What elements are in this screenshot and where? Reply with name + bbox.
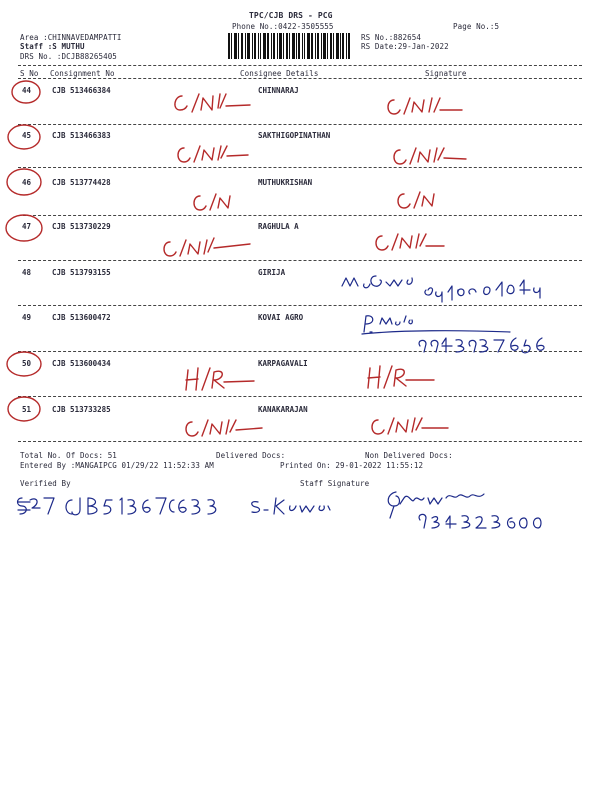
row-46-circle [7, 169, 41, 195]
row-44-circle [12, 81, 40, 103]
row-44-mark-handwriting [168, 88, 258, 118]
staff-signature-label: Staff Signature [300, 479, 370, 488]
col-details-header: Consignee Details [240, 69, 319, 78]
row-consignment: CJB 513600434 [52, 359, 111, 368]
row-47-mark-handwriting [158, 232, 258, 260]
row-sno: 45 [22, 131, 32, 140]
rs-date: RS Date:29-Jan-2022 [361, 42, 449, 51]
row-51-circle [8, 397, 40, 421]
verified-by-label: Verified By [20, 479, 71, 488]
row-50-circle [7, 352, 41, 376]
row-sno: 47 [22, 222, 32, 231]
row-consignee-name: GIRIJA [258, 268, 286, 277]
row-consignment: CJB 513733285 [52, 405, 111, 414]
row-sno: 50 [22, 359, 32, 368]
delivered-docs: Delivered Docs: [216, 451, 286, 460]
drs-number: DRS No. :DCJB88265405 [20, 52, 117, 61]
row-consignment: CJB 513466384 [52, 86, 111, 95]
row-consignee-name: KARPAGAVALI [258, 359, 308, 368]
rs-number: RS No.:882654 [361, 33, 421, 42]
total-docs: Total No. Of Docs: 51 [20, 451, 117, 460]
row-consignment: CJB 513600472 [52, 313, 111, 322]
verified-by-handwriting [14, 492, 354, 522]
col-signature-header: Signature [425, 69, 467, 78]
row-47-signature-handwriting [370, 228, 460, 258]
page-number: Page No.:5 [453, 22, 500, 31]
row-51-mark-handwriting [180, 414, 270, 442]
phone-number: Phone No.:0422-3505555 [232, 22, 334, 31]
row-consignee-name: SAKTHIGOPINATHAN [258, 131, 331, 140]
row-46-signature-handwriting [390, 186, 460, 214]
row-51-signature-handwriting [366, 412, 456, 440]
area-label: Area :CHINNAVEDAMPATTI [20, 33, 122, 42]
row-sno: 48 [22, 268, 32, 277]
row-sno: 51 [22, 405, 32, 414]
row-46-mark-handwriting [186, 188, 256, 216]
row-consignee-name: KOVAI AGRO [258, 313, 304, 322]
row-44-signature-handwriting [382, 90, 472, 120]
row-consignment: CJB 513793155 [52, 268, 111, 277]
row-consignment: CJB 513730229 [52, 222, 111, 231]
row-50-mark-handwriting [182, 364, 262, 394]
printed-on: Printed On: 29-01-2022 11:55:12 [280, 461, 424, 470]
row-47-circle [6, 215, 42, 241]
non-delivered-docs: Non Delivered Docs: [365, 451, 453, 460]
staff-label: Staff :S MUTHU [20, 42, 85, 51]
row-consignment: CJB 513774428 [52, 178, 111, 187]
row-sno: 46 [22, 178, 32, 187]
row-consignee-name: CHINNARAJ [258, 86, 299, 95]
entered-by: Entered By :MANGAIPCG 01/29/22 11:52:33 AM [20, 461, 214, 470]
row-consignee-name: MUTHUKRISHAN [258, 178, 313, 187]
row-consignee-name: RAGHULA A [258, 222, 299, 231]
row-45-mark-handwriting [172, 140, 262, 168]
row-sno: 44 [22, 86, 32, 95]
row-49-signature-handwriting [360, 312, 560, 354]
row-48-signature-handwriting [338, 268, 558, 304]
row-50-signature-handwriting [364, 362, 444, 392]
row-sno: 49 [22, 313, 32, 322]
row-45-signature-handwriting [388, 142, 478, 170]
document-title: TPC/CJB DRS - PCG [249, 11, 333, 20]
col-consignment-header: Consignment No [50, 69, 115, 78]
row-consignment: CJB 513466383 [52, 131, 111, 140]
staff-signature-handwriting [376, 488, 546, 534]
row-consignee-name: KANAKARAJAN [258, 405, 308, 414]
row-45-circle [8, 125, 40, 149]
col-sno-header: S No [20, 69, 39, 78]
